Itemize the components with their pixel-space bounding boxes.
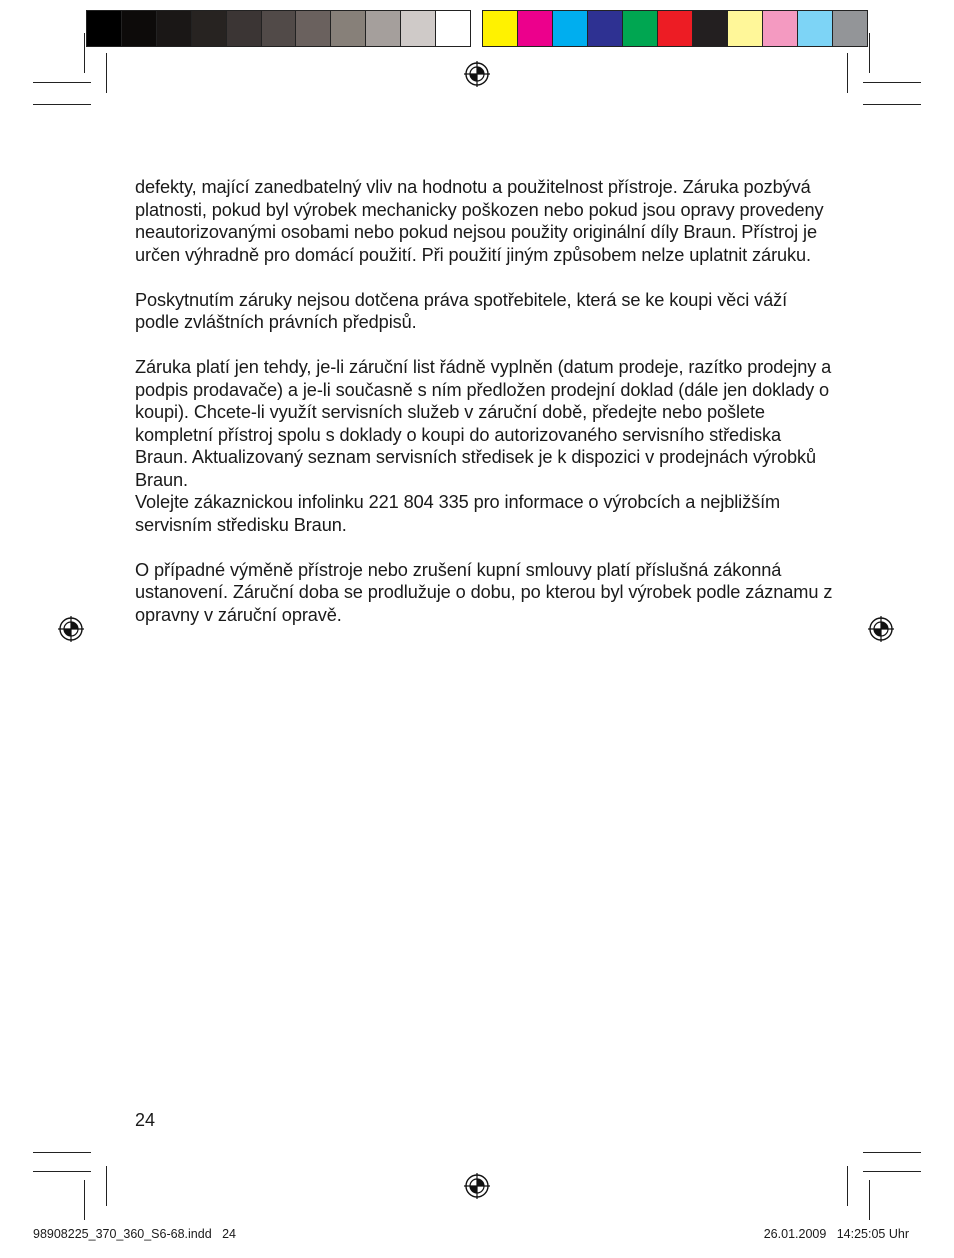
gray-swatch [296, 11, 331, 46]
color-swatch [483, 11, 518, 46]
color-swatch [693, 11, 728, 46]
color-swatch [798, 11, 833, 46]
crop-mark [869, 33, 870, 73]
gray-swatch [366, 11, 401, 46]
gray-swatch [227, 11, 262, 46]
color-swatch [728, 11, 763, 46]
registration-mark-icon [464, 61, 490, 87]
crop-mark [863, 82, 921, 83]
color-swatch [623, 11, 658, 46]
crop-mark [869, 1180, 870, 1220]
crop-mark [84, 33, 85, 73]
process-color-bar [482, 10, 868, 47]
paragraph: Poskytnutím záruky nejsou dotčena práva spotřebitele, která se ke koupi věci váží podle zvláštních právních předpisů. [135, 289, 788, 332]
crop-mark [863, 1152, 921, 1153]
paragraph: Volejte zákaznickou infolinku 221 804 335 pro informace o výrobcích a nejbližším servisním středisku Braun. [135, 492, 781, 535]
crop-mark [33, 104, 91, 105]
crop-mark [84, 1180, 85, 1220]
registration-mark-icon [868, 616, 894, 642]
crop-mark [863, 104, 921, 105]
color-swatch [518, 11, 553, 46]
color-swatch [658, 11, 693, 46]
color-swatch [833, 11, 867, 46]
page-number: 24 [135, 1110, 156, 1130]
crop-mark [106, 1166, 107, 1206]
registration-mark-icon [58, 616, 84, 642]
color-swatch [553, 11, 588, 46]
warranty-text [135, 176, 835, 649]
paragraph: Záruka platí jen tehdy, je-li záruční list řádně vyplněn (datum prodeje, razítko prodejny a podpis prodavače) a je-li současně s ním předložen prodejní doklad (dále jen doklady o koupi). Chcete-li využít servisních služeb v záruční době, předejte nebo pošlete kompletní přístroj spolu s doklady o koupi do autorizovaného servisního střediska Braun. Aktualizovaný seznam servisních středisek je k dispozici v prodejnách výrobků Braun. [135, 357, 832, 490]
timestamp: 26.01.2009 14:25:05 Uhr [763, 1227, 909, 1241]
gray-swatch [331, 11, 366, 46]
registration-mark-icon [464, 1173, 490, 1199]
crop-mark [847, 53, 848, 93]
crop-mark [863, 1171, 921, 1172]
gray-swatch [401, 11, 436, 46]
crop-mark [106, 53, 107, 93]
crop-mark [847, 1166, 848, 1206]
gray-swatch [87, 11, 122, 46]
gray-swatch [436, 11, 470, 46]
crop-mark [33, 1152, 91, 1153]
paragraph: O případné výměně přístroje nebo zrušení kupní smlouvy platí příslušná zákonná ustanovení. Záruční doba se prodlužuje o dobu, po kterou byl výrobek podle záznamu z opravny v záruční opravě. [135, 559, 833, 625]
file-slug: 98908225_370_360_S6-68.indd 24 [33, 1227, 236, 1241]
gray-swatch [157, 11, 192, 46]
gray-swatch [122, 11, 157, 46]
gray-swatch [192, 11, 227, 46]
crop-mark [33, 1171, 91, 1172]
color-swatch [763, 11, 798, 46]
crop-mark [33, 82, 91, 83]
gray-swatch [262, 11, 297, 46]
grayscale-color-bar [86, 10, 471, 47]
color-swatch [588, 11, 623, 46]
paragraph: defekty, mající zanedbatelný vliv na hodnotu a použitelnost přístroje. Záruka pozbývá platnosti, pokud byl výrobek mechanicky poškozen nebo pokud jsou opravy provedeny neautorizovanými osobami nebo pokud nejsou použity originální díly Braun. Přístroj je určen výhradně pro domácí použití. Při použití jiným způsobem nelze uplatnit záruku. [135, 177, 824, 265]
